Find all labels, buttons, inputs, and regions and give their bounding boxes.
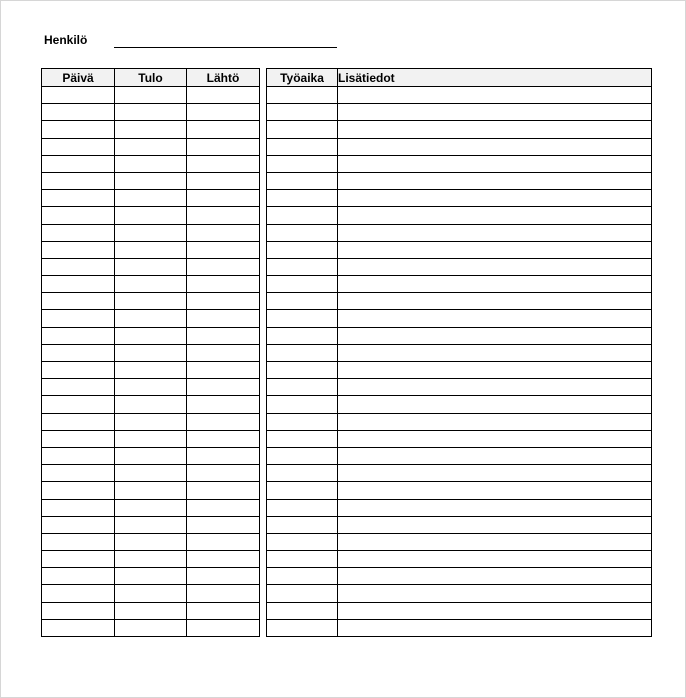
day-cell[interactable] (42, 551, 115, 568)
arrival-cell[interactable] (115, 172, 187, 189)
arrival-cell[interactable] (115, 465, 187, 482)
table-row (267, 465, 652, 482)
worktime-cell[interactable] (267, 87, 338, 104)
notes-cell[interactable] (338, 172, 652, 189)
notes-cell[interactable] (338, 241, 652, 258)
departure-cell[interactable] (187, 121, 260, 138)
departure-cell[interactable] (187, 190, 260, 207)
day-cell[interactable] (42, 224, 115, 241)
table-row (267, 121, 652, 138)
worktime-cell[interactable] (267, 602, 338, 619)
departure-cell[interactable] (187, 516, 260, 533)
day-cell[interactable] (42, 327, 115, 344)
day-cell[interactable] (42, 430, 115, 447)
worktime-table-body (267, 87, 652, 637)
table-row (267, 190, 652, 207)
worktime-cell[interactable] (267, 585, 338, 602)
worktime-cell[interactable] (267, 533, 338, 550)
day-cell[interactable] (42, 258, 115, 275)
table-row (42, 430, 260, 447)
departure-cell[interactable] (187, 104, 260, 121)
notes-cell[interactable] (338, 87, 652, 104)
time-table (41, 68, 260, 637)
notes-cell[interactable] (338, 482, 652, 499)
arrival-cell[interactable] (115, 533, 187, 550)
arrival-cell[interactable] (115, 430, 187, 447)
worktime-cell[interactable] (267, 396, 338, 413)
departure-cell[interactable] (187, 293, 260, 310)
table-row (42, 258, 260, 275)
notes-cell[interactable] (338, 396, 652, 413)
notes-cell[interactable] (338, 465, 652, 482)
worktime-cell[interactable] (267, 276, 338, 293)
worktime-cell[interactable] (267, 207, 338, 224)
departure-cell[interactable] (187, 482, 260, 499)
table-row (42, 499, 260, 516)
worktime-cell[interactable] (267, 379, 338, 396)
departure-cell[interactable] (187, 87, 260, 104)
table-row (267, 396, 652, 413)
table-row (267, 533, 652, 550)
table-row (267, 224, 652, 241)
table-row (42, 362, 260, 379)
table-row (267, 568, 652, 585)
notes-cell[interactable] (338, 276, 652, 293)
arrival-cell[interactable] (115, 379, 187, 396)
departure-cell[interactable] (187, 241, 260, 258)
departure-cell[interactable] (187, 155, 260, 172)
table-row (267, 276, 652, 293)
worktime-cell[interactable] (267, 551, 338, 568)
worktime-cell[interactable] (267, 190, 338, 207)
worktime-cell[interactable] (267, 138, 338, 155)
departure-cell[interactable] (187, 430, 260, 447)
table-row (42, 276, 260, 293)
table-row (267, 516, 652, 533)
worktime-cell[interactable] (267, 241, 338, 258)
table-row (267, 602, 652, 619)
header-departure: Lähtö (187, 69, 260, 87)
table-row (42, 602, 260, 619)
worktime-cell[interactable] (267, 327, 338, 344)
day-cell[interactable] (42, 190, 115, 207)
header-row (267, 69, 652, 87)
day-cell[interactable] (42, 104, 115, 121)
day-cell[interactable] (42, 362, 115, 379)
arrival-cell[interactable] (115, 327, 187, 344)
notes-cell[interactable] (338, 533, 652, 550)
table-row (42, 327, 260, 344)
notes-cell[interactable] (338, 344, 652, 361)
notes-cell[interactable] (338, 568, 652, 585)
table-row (42, 516, 260, 533)
day-cell[interactable] (42, 585, 115, 602)
departure-cell[interactable] (187, 258, 260, 275)
departure-cell[interactable] (187, 602, 260, 619)
day-cell[interactable] (42, 482, 115, 499)
table-row (42, 568, 260, 585)
table-row (267, 379, 652, 396)
table-row (267, 344, 652, 361)
day-cell[interactable] (42, 533, 115, 550)
notes-cell[interactable] (338, 516, 652, 533)
worktime-cell[interactable] (267, 413, 338, 430)
table-row (267, 499, 652, 516)
day-cell[interactable] (42, 241, 115, 258)
day-cell[interactable] (42, 413, 115, 430)
table-row (267, 155, 652, 172)
departure-cell[interactable] (187, 551, 260, 568)
arrival-cell[interactable] (115, 241, 187, 258)
departure-cell[interactable] (187, 224, 260, 241)
table-row (42, 241, 260, 258)
arrival-cell[interactable] (115, 602, 187, 619)
notes-cell[interactable] (338, 224, 652, 241)
day-cell[interactable] (42, 138, 115, 155)
header-worktime: Työaika (267, 69, 338, 87)
arrival-cell[interactable] (115, 585, 187, 602)
arrival-cell[interactable] (115, 499, 187, 516)
table-row (267, 241, 652, 258)
time-table-body (42, 87, 260, 637)
arrival-cell[interactable] (115, 568, 187, 585)
departure-cell[interactable] (187, 413, 260, 430)
day-cell[interactable] (42, 379, 115, 396)
worktime-cell[interactable] (267, 293, 338, 310)
header-row (42, 69, 260, 87)
worktime-cell[interactable] (267, 619, 338, 636)
arrival-cell[interactable] (115, 362, 187, 379)
table-row (267, 258, 652, 275)
day-cell[interactable] (42, 207, 115, 224)
table-row (42, 104, 260, 121)
day-cell[interactable] (42, 568, 115, 585)
departure-cell[interactable] (187, 396, 260, 413)
day-cell[interactable] (42, 121, 115, 138)
arrival-cell[interactable] (115, 482, 187, 499)
day-cell[interactable] (42, 344, 115, 361)
notes-cell[interactable] (338, 293, 652, 310)
table-row (42, 155, 260, 172)
notes-cell[interactable] (338, 362, 652, 379)
table-row (267, 430, 652, 447)
departure-cell[interactable] (187, 310, 260, 327)
notes-cell[interactable] (338, 602, 652, 619)
worktime-cell[interactable] (267, 465, 338, 482)
departure-cell[interactable] (187, 138, 260, 155)
table-row (267, 413, 652, 430)
arrival-cell[interactable] (115, 276, 187, 293)
notes-cell[interactable] (338, 121, 652, 138)
notes-cell[interactable] (338, 190, 652, 207)
arrival-cell[interactable] (115, 344, 187, 361)
table-row (42, 619, 260, 636)
worktime-cell[interactable] (267, 104, 338, 121)
table-row (42, 533, 260, 550)
table-row (267, 138, 652, 155)
departure-cell[interactable] (187, 207, 260, 224)
notes-cell[interactable] (338, 585, 652, 602)
arrival-cell[interactable] (115, 87, 187, 104)
table-row (42, 413, 260, 430)
notes-cell[interactable] (338, 379, 652, 396)
table-row (267, 362, 652, 379)
notes-cell[interactable] (338, 430, 652, 447)
worktime-cell[interactable] (267, 172, 338, 189)
arrival-cell[interactable] (115, 121, 187, 138)
table-row (267, 327, 652, 344)
departure-cell[interactable] (187, 619, 260, 636)
notes-cell[interactable] (338, 258, 652, 275)
table-row (267, 172, 652, 189)
table-row (267, 447, 652, 464)
day-cell[interactable] (42, 465, 115, 482)
table-row (42, 465, 260, 482)
table-row (42, 551, 260, 568)
header-notes: Lisätiedot (338, 69, 652, 87)
worktime-cell[interactable] (267, 516, 338, 533)
arrival-cell[interactable] (115, 293, 187, 310)
departure-cell[interactable] (187, 344, 260, 361)
table-row (42, 190, 260, 207)
departure-cell[interactable] (187, 499, 260, 516)
table-row (267, 619, 652, 636)
arrival-cell[interactable] (115, 516, 187, 533)
arrival-cell[interactable] (115, 155, 187, 172)
worktime-cell[interactable] (267, 568, 338, 585)
table-row (42, 138, 260, 155)
worktime-table (266, 68, 652, 637)
table-row (42, 447, 260, 464)
day-cell[interactable] (42, 619, 115, 636)
table-row (42, 172, 260, 189)
table-row (267, 293, 652, 310)
person-name-line (114, 47, 337, 48)
notes-cell[interactable] (338, 499, 652, 516)
header-day: Päivä (42, 69, 115, 87)
arrival-cell[interactable] (115, 396, 187, 413)
notes-cell[interactable] (338, 207, 652, 224)
table-row (42, 344, 260, 361)
notes-cell[interactable] (338, 413, 652, 430)
notes-cell[interactable] (338, 104, 652, 121)
day-cell[interactable] (42, 516, 115, 533)
notes-cell[interactable] (338, 138, 652, 155)
worktime-cell[interactable] (267, 310, 338, 327)
day-cell[interactable] (42, 172, 115, 189)
table-row (42, 396, 260, 413)
arrival-cell[interactable] (115, 413, 187, 430)
table-row (267, 87, 652, 104)
worktime-cell[interactable] (267, 482, 338, 499)
worktime-cell[interactable] (267, 447, 338, 464)
departure-cell[interactable] (187, 568, 260, 585)
day-cell[interactable] (42, 276, 115, 293)
table-row (42, 482, 260, 499)
arrival-cell[interactable] (115, 190, 187, 207)
table-row (42, 585, 260, 602)
table-row (267, 207, 652, 224)
worktime-cell[interactable] (267, 499, 338, 516)
day-cell[interactable] (42, 293, 115, 310)
notes-cell[interactable] (338, 310, 652, 327)
table-row (42, 121, 260, 138)
table-row (42, 87, 260, 104)
person-label: Henkilö (44, 33, 88, 47)
departure-cell[interactable] (187, 447, 260, 464)
departure-cell[interactable] (187, 276, 260, 293)
arrival-cell[interactable] (115, 258, 187, 275)
table-row (42, 379, 260, 396)
worktime-cell[interactable] (267, 430, 338, 447)
arrival-cell[interactable] (115, 447, 187, 464)
notes-cell[interactable] (338, 551, 652, 568)
table-row (42, 310, 260, 327)
table-row (267, 482, 652, 499)
notes-cell[interactable] (338, 447, 652, 464)
notes-cell[interactable] (338, 619, 652, 636)
table-row (42, 293, 260, 310)
departure-cell[interactable] (187, 172, 260, 189)
day-cell[interactable] (42, 310, 115, 327)
table-row (42, 207, 260, 224)
day-cell[interactable] (42, 447, 115, 464)
arrival-cell[interactable] (115, 104, 187, 121)
day-cell[interactable] (42, 396, 115, 413)
arrival-cell[interactable] (115, 207, 187, 224)
day-cell[interactable] (42, 155, 115, 172)
table-row (267, 551, 652, 568)
worktime-cell[interactable] (267, 344, 338, 361)
departure-cell[interactable] (187, 327, 260, 344)
day-cell[interactable] (42, 87, 115, 104)
worktime-cell[interactable] (267, 155, 338, 172)
departure-cell[interactable] (187, 585, 260, 602)
departure-cell[interactable] (187, 465, 260, 482)
day-cell[interactable] (42, 602, 115, 619)
worktime-cell[interactable] (267, 224, 338, 241)
departure-cell[interactable] (187, 533, 260, 550)
arrival-cell[interactable] (115, 138, 187, 155)
arrival-cell[interactable] (115, 310, 187, 327)
arrival-cell[interactable] (115, 551, 187, 568)
notes-cell[interactable] (338, 327, 652, 344)
day-cell[interactable] (42, 499, 115, 516)
table-row (267, 104, 652, 121)
worktime-cell[interactable] (267, 362, 338, 379)
table-row (267, 310, 652, 327)
worktime-cell[interactable] (267, 258, 338, 275)
notes-cell[interactable] (338, 155, 652, 172)
table-row (267, 585, 652, 602)
worktime-cell[interactable] (267, 121, 338, 138)
table-row (42, 224, 260, 241)
arrival-cell[interactable] (115, 619, 187, 636)
header-arrival: Tulo (115, 69, 187, 87)
departure-cell[interactable] (187, 379, 260, 396)
departure-cell[interactable] (187, 362, 260, 379)
arrival-cell[interactable] (115, 224, 187, 241)
